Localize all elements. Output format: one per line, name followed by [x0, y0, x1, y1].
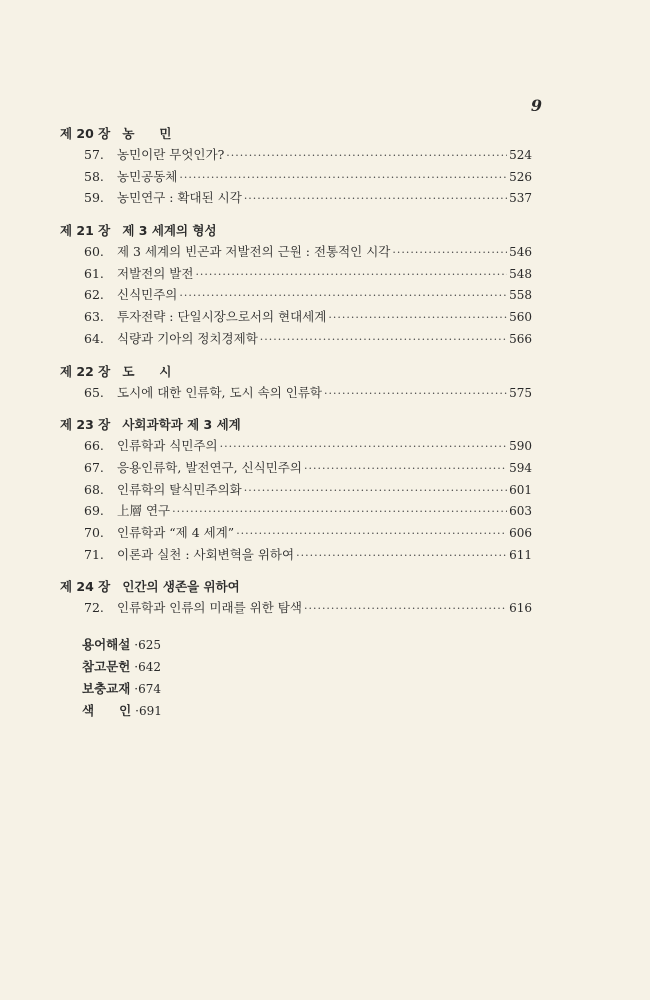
entry-number: 59.: [84, 190, 104, 206]
dot-leader: [179, 285, 507, 307]
entry-number: 61.: [84, 265, 104, 281]
entry-title: 농민이란 무엇인가?: [117, 147, 225, 162]
entry-title: 식량과 기아의 정치경제학: [117, 330, 258, 346]
chapter-title: 농 민: [122, 126, 172, 141]
toc-entry[interactable]: [60, 457, 532, 479]
entry-page: 546: [509, 245, 532, 260]
entry-number: 63.: [84, 309, 104, 325]
chapter-22: [60, 361, 532, 404]
toc-entry[interactable]: [60, 263, 532, 285]
entry-title: 농민공동체: [117, 168, 178, 184]
dot-leader: [244, 480, 507, 502]
appendix-item-supplementary[interactable]: [82, 678, 162, 700]
appendix-item-index[interactable]: [82, 700, 162, 722]
appendix-page: ·674: [134, 682, 162, 696]
toc-entry[interactable]: [60, 328, 532, 350]
toc-entry[interactable]: [60, 597, 532, 619]
entry-number: 67.: [84, 459, 104, 475]
entry-number: 66.: [84, 438, 104, 454]
appendix-item-glossary[interactable]: [82, 634, 162, 656]
dot-leader: [324, 383, 507, 405]
dot-leader: [304, 598, 507, 620]
entry-title: 上層 연구: [117, 503, 171, 519]
toc-entry[interactable]: [60, 144, 532, 166]
entry-title: 이론과 실천 : 사회변혁을 위하여: [117, 546, 295, 562]
entry-page: 524: [509, 148, 532, 162]
toc-entry[interactable]: [60, 435, 532, 457]
entry-page: 566: [509, 331, 532, 346]
entry-page: 575: [509, 385, 532, 400]
entry-number: 71.: [84, 546, 104, 562]
entry-title: 농민연구 : 확대된 시각: [117, 190, 242, 206]
toc-entry[interactable]: [60, 187, 532, 209]
toc-entry[interactable]: [60, 479, 532, 501]
toc-entry[interactable]: [60, 500, 532, 522]
entry-number: 69.: [84, 503, 104, 519]
entry-page: 558: [509, 288, 532, 303]
chapter-23: [60, 414, 532, 565]
entry-number: 72.: [84, 600, 104, 616]
entry-page: 606: [509, 525, 532, 540]
toc-entry[interactable]: [60, 382, 532, 404]
dot-leader: [328, 307, 507, 329]
entry-page: 611: [509, 547, 532, 562]
entry-title: 저발전의 발전: [117, 265, 194, 281]
entry-number: 62.: [84, 287, 104, 303]
page-number: 9: [530, 96, 542, 115]
dot-leader: [296, 545, 507, 567]
entry-page: 560: [509, 310, 532, 325]
dot-leader: [244, 188, 507, 210]
entry-title: 제 3 세계의 빈곤과 저발전의 근원 : 전통적인 시각: [117, 244, 391, 260]
entry-title: 도시에 대한 인류학, 도시 속의 인류학: [117, 384, 322, 400]
table-of-contents: [60, 123, 532, 630]
chapter-20: [60, 123, 532, 209]
entry-page: 601: [509, 482, 532, 497]
chapter-heading: [60, 220, 532, 241]
chapter-21: [60, 220, 532, 349]
chapter-title: 제 3 세계의 형성: [122, 223, 217, 239]
entry-title: 신식민주의: [117, 287, 178, 303]
entry-page: 590: [509, 439, 532, 454]
chapter-label: 제 21 장: [60, 223, 111, 239]
chapter-label: 제 24 장: [60, 579, 111, 595]
appendix-title: 보충교재: [82, 681, 131, 696]
entry-page: 526: [509, 169, 532, 184]
entry-title: 인류학의 탈식민주의화: [117, 481, 242, 497]
chapter-heading: [60, 414, 532, 435]
dot-leader: [172, 501, 507, 523]
entry-page: 616: [509, 601, 532, 616]
entry-number: 70.: [84, 524, 104, 540]
chapter-label: 제 22 장: [60, 363, 111, 379]
entry-page: 548: [509, 266, 532, 281]
chapter-title: 인간의 생존을 위하여: [122, 579, 240, 595]
appendix-page: ·691: [135, 704, 162, 718]
toc-entry[interactable]: [60, 284, 532, 306]
entry-title: 인류학과 인류의 미래를 위한 탐색: [117, 600, 302, 616]
appendix-item-references[interactable]: [82, 656, 162, 678]
dot-leader: [260, 329, 507, 351]
dot-leader: [226, 145, 507, 167]
appendix-page: ·625: [134, 638, 162, 652]
entry-number: 57.: [84, 147, 104, 162]
entry-number: 60.: [84, 244, 104, 260]
entry-number: 65.: [84, 384, 104, 400]
dot-leader: [392, 242, 507, 264]
entry-title: 인류학과 “제 4 세계”: [117, 524, 235, 540]
chapter-heading: [60, 361, 532, 382]
entry-title: 인류학과 식민주의: [117, 438, 218, 454]
appendix-title: 참고문헌: [82, 659, 131, 674]
entry-number: 68.: [84, 481, 104, 497]
toc-entry[interactable]: [60, 306, 532, 328]
chapter-title: 사회과학과 제 3 세계: [122, 417, 241, 433]
toc-entry[interactable]: [60, 522, 532, 544]
entry-number: 64.: [84, 330, 104, 346]
appendix-page: ·642: [134, 660, 162, 674]
entry-number: 58.: [84, 168, 104, 184]
dot-leader: [220, 436, 508, 458]
entry-page: 537: [509, 191, 532, 206]
entry-title: 투자전략 : 단일시장으로서의 현대세계: [117, 309, 327, 325]
dot-leader: [236, 523, 507, 545]
appendix-title: 용어해설: [82, 637, 131, 652]
dot-leader: [179, 167, 507, 189]
appendix-title: 색 인: [82, 703, 132, 718]
chapter-label: 제 23 장: [60, 417, 111, 433]
chapter-heading: [60, 123, 532, 144]
dot-leader: [195, 264, 507, 286]
toc-entry[interactable]: [60, 544, 532, 566]
entry-page: 603: [509, 504, 532, 519]
entry-page: 594: [509, 460, 532, 475]
chapter-label: 제 20 장: [60, 126, 111, 141]
chapter-24: [60, 576, 532, 619]
chapter-title: 도 시: [122, 363, 172, 379]
entry-title: 응용인류학, 발전연구, 신식민주의: [117, 459, 302, 475]
toc-entry[interactable]: [60, 241, 532, 263]
chapter-heading: [60, 576, 532, 597]
dot-leader: [304, 458, 507, 480]
appendix-list: [82, 634, 162, 722]
toc-entry[interactable]: [60, 166, 532, 188]
